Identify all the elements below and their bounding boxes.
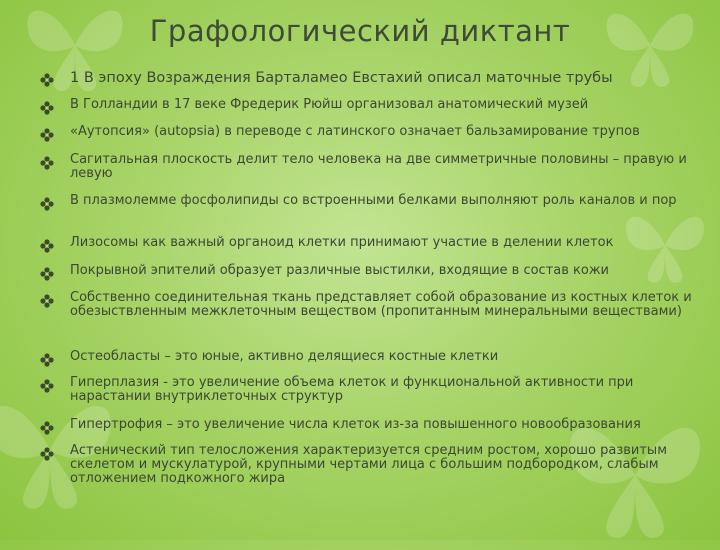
list-item	[40, 153, 700, 181]
list-item	[40, 264, 700, 281]
list-item	[40, 98, 700, 115]
list-item	[40, 350, 700, 367]
list-item-text: Гиперплазия - это увеличение объема клеток и функциональной активности при нарастании внутриклеточных структур	[70, 375, 634, 404]
list-item-text: Покрывной эпителий образует различные выстилки, входящие в состав кожи	[70, 263, 609, 278]
list-item	[40, 70, 700, 87]
flower-bullet-icon	[40, 353, 54, 367]
list-item	[40, 418, 700, 435]
flower-bullet-icon	[40, 447, 54, 461]
list-item-text: Сагитальная плоскость делит тело человека на две симметричные половины – правую и левую	[70, 152, 687, 181]
flower-bullet-icon	[40, 73, 54, 87]
list-item	[40, 444, 700, 486]
list-item-text: Остеобласты – это юные, активно делящиеся костные клетки	[70, 349, 499, 364]
flower-bullet-icon	[40, 239, 54, 253]
flower-bullet-icon	[40, 294, 54, 308]
list-item-text: Гипертрофия – это увеличение числа клеток из-за повышенного новообразования	[70, 417, 641, 432]
list-item-text: Астенический тип телосложения характеризуется средним ростом, хорошо развитым скелетом и мускулатурой, крупными чертами лица с большим подбородком, слабым отложением подкожного жира	[70, 443, 667, 486]
flower-bullet-icon	[40, 128, 54, 142]
flower-bullet-icon	[40, 421, 54, 435]
flower-bullet-icon	[40, 101, 54, 115]
slide-title: Графологический диктант	[149, 14, 571, 48]
flower-bullet-icon	[40, 197, 54, 211]
flower-bullet-icon	[40, 156, 54, 170]
list-item	[40, 194, 700, 211]
list-item-text: Лизосомы как важный органоид клетки принимают участие в делении клеток	[70, 235, 614, 250]
list-item	[40, 125, 700, 142]
flower-bullet-icon	[40, 379, 54, 393]
list-item-text: 1 В эпоху Возраждения Барталамео Евстахий описал маточные трубы	[70, 70, 613, 86]
list-item	[40, 291, 700, 319]
flower-bullet-icon	[40, 267, 54, 281]
list-item-text: Собственно соединительная ткань представляет собой образование из костных клеток и обезыствленным межклеточным веществом (пропитанным минеральными веществами)	[70, 290, 692, 319]
list-item	[40, 236, 700, 253]
list-item-text: «Аутопсия» (autopsia) в переводе с латинского означает бальзамирование трупов	[70, 124, 640, 139]
list-item	[40, 376, 700, 404]
list-item-text: В плазмолемме фосфолипиды со встроенными белками выполняют роль каналов и пор	[70, 193, 677, 208]
list-item-text: В Голландии в 17 веке Фредерик Рюйш организовал анатомический музей	[70, 97, 589, 112]
